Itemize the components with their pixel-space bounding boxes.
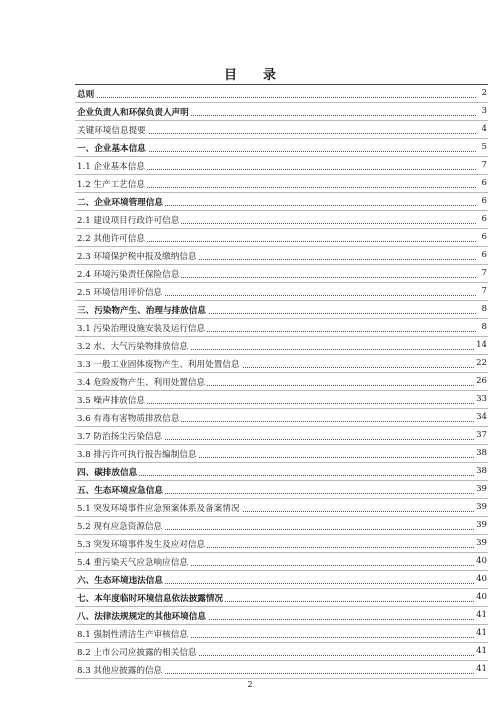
toc-entry[interactable] xyxy=(75,409,488,427)
toc-entry[interactable] xyxy=(75,391,488,409)
toc-entry-page xyxy=(480,322,487,332)
toc-title-char-2: 录 xyxy=(263,68,277,83)
toc-entry-page-text: 41 xyxy=(476,664,487,674)
toc-entry-label-text: 5.4 重污染天气应急响应信息 xyxy=(77,558,188,568)
toc-entry-label-text: 五、生态环境应急信息 xyxy=(77,486,163,496)
toc-entry-label xyxy=(77,322,207,334)
toc-entry[interactable] xyxy=(75,571,488,589)
toc-entry-page-text: 40 xyxy=(476,574,487,584)
toc-entry-page xyxy=(474,610,487,620)
toc-entry-label-text: 5.1 突发环境事件应急预案体系及备案情况 xyxy=(77,504,240,514)
toc-title-char-1: 目 xyxy=(223,68,237,83)
toc-entry-label xyxy=(77,286,164,298)
toc-entry-page-text: 34 xyxy=(476,412,487,422)
toc-entry-page-text: 6 xyxy=(481,178,487,188)
toc-entry[interactable] xyxy=(75,265,488,283)
toc-entry[interactable] xyxy=(75,589,488,607)
toc-entry-label-text: 8.2 上市公司应披露的相关信息 xyxy=(77,648,197,658)
toc-entry-page xyxy=(480,286,487,296)
toc-entry-label xyxy=(77,304,208,316)
toc-entry-page-text: 6 xyxy=(481,196,487,206)
toc-entry-label xyxy=(77,538,207,550)
toc-entry-page xyxy=(474,646,487,656)
toc-entry-label xyxy=(77,250,199,262)
toc-entry[interactable] xyxy=(75,103,488,121)
toc-entry-page xyxy=(474,628,487,638)
toc-entry-label xyxy=(77,484,165,496)
toc-entry-label xyxy=(77,412,181,424)
toc-entry-label xyxy=(77,610,208,622)
toc-entry[interactable] xyxy=(75,121,488,139)
toc-entry-page-text: 7 xyxy=(481,268,487,278)
toc-entry-page xyxy=(474,556,487,566)
toc-entry-page-text: 33 xyxy=(476,394,487,404)
toc-entry-label-text: 3.2 水、大气污染物排放信息 xyxy=(77,342,188,352)
toc-entry-label-text: 3.6 有毒有害物质排放信息 xyxy=(77,414,180,424)
toc-entry-label xyxy=(77,214,181,226)
toc-entry-page-text: 41 xyxy=(476,610,487,620)
toc-entry-label xyxy=(77,232,147,244)
toc-entry[interactable] xyxy=(75,535,488,553)
toc-entry-page xyxy=(480,124,487,134)
toc-entry-label-text: 八、法律法规规定的其他环境信息 xyxy=(77,612,206,622)
toc-entry[interactable] xyxy=(75,193,488,211)
toc-entry-page xyxy=(480,232,487,242)
toc-entry-label-text: 七、本年度临时环境信息依法披露情况 xyxy=(77,594,224,604)
toc-entry-page-text: 4 xyxy=(481,124,487,134)
toc-entry-page-text: 8 xyxy=(481,322,487,332)
toc-entry[interactable] xyxy=(75,175,488,193)
toc-entry-page xyxy=(480,106,487,116)
toc-entry-label xyxy=(77,646,199,658)
toc-entry-label-text: 3.8 排污许可执行报告编制信息 xyxy=(77,450,197,460)
toc-entry-label-text: 关键环境信息提要 xyxy=(77,126,146,136)
toc-entry[interactable] xyxy=(75,157,488,175)
toc-entry-page xyxy=(480,88,487,98)
toc-entry-page xyxy=(474,394,487,404)
toc-entry-page-text: 39 xyxy=(476,520,487,530)
toc-entry[interactable] xyxy=(75,211,488,229)
toc-entry-page-text: 39 xyxy=(476,484,487,494)
toc-entry-label-text: 一、企业基本信息 xyxy=(77,144,146,154)
toc-entry-label xyxy=(77,574,165,586)
toc-entry-page xyxy=(474,376,487,386)
toc-entry-label-text: 四、碳排放信息 xyxy=(77,468,138,478)
toc-entry[interactable] xyxy=(75,283,488,301)
toc-entry-label-text: 2.1 建设项目行政许可信息 xyxy=(77,216,180,226)
toc-entry-label-text: 企业负责人和环保负责人声明 xyxy=(77,108,189,118)
toc-entry-label-text: 8.3 其他应披露的信息 xyxy=(77,666,163,676)
toc-entry-page-text: 22 xyxy=(476,358,487,368)
toc-entry-label-text: 三、污染物产生、治理与排放信息 xyxy=(77,306,206,316)
toc-entry[interactable] xyxy=(75,247,488,265)
toc-entry-page xyxy=(480,142,487,152)
toc-entry-page-text: 26 xyxy=(476,376,487,386)
toc-entry[interactable] xyxy=(75,427,488,445)
dot-leader xyxy=(77,96,476,98)
toc-entry-label xyxy=(77,124,148,136)
toc-entry-label xyxy=(77,502,242,514)
toc-entry-label-text: 3.5 噪声排放信息 xyxy=(77,396,145,406)
toc-entry-page xyxy=(480,268,487,278)
toc-entry-page xyxy=(474,502,487,512)
toc-entry-page xyxy=(474,592,487,602)
toc-entry-label xyxy=(77,664,164,676)
toc-entry[interactable] xyxy=(75,553,488,571)
toc-entry-label xyxy=(77,268,181,280)
toc-entry-page-text: 39 xyxy=(476,538,487,548)
toc-entry-label-text: 1.2 生产工艺信息 xyxy=(77,180,145,190)
toc-entry-label-text: 3.1 污染治理设施安装及运行信息 xyxy=(77,324,206,334)
toc-entry-label-text: 3.3 一般工业固体废物产生、利用处置信息 xyxy=(77,360,240,370)
toc-entry-page-text: 38 xyxy=(476,466,487,476)
toc-entry-label xyxy=(77,142,148,154)
toc-entry-label xyxy=(77,520,164,532)
toc-entry-page-text: 7 xyxy=(481,286,487,296)
toc-entry-label xyxy=(77,592,225,604)
toc-entry-page-text: 38 xyxy=(476,448,487,458)
toc-entry-page xyxy=(480,250,487,260)
toc-entry-label-text: 8.1 强制性清洁生产审核信息 xyxy=(77,630,188,640)
toc-entry[interactable] xyxy=(75,373,488,391)
toc-entry[interactable] xyxy=(75,84,488,103)
table-of-contents xyxy=(75,84,488,679)
toc-entry-page xyxy=(474,664,487,674)
page-number: 2 xyxy=(247,680,253,689)
toc-entry-label-text: 3.4 危险废物产生、利用处置信息 xyxy=(77,378,206,388)
toc-entry[interactable] xyxy=(75,481,488,499)
toc-entry-page-text: 41 xyxy=(476,646,487,656)
toc-entry[interactable] xyxy=(75,229,488,247)
toc-entry-page-text: 6 xyxy=(481,250,487,260)
toc-entry-page xyxy=(480,214,487,224)
toc-entry-label-text: 2.2 其他许可信息 xyxy=(77,234,145,244)
toc-entry[interactable] xyxy=(75,625,488,643)
toc-entry-page-text: 6 xyxy=(481,232,487,242)
toc-entry-label xyxy=(77,628,190,640)
toc-entry-page-text: 37 xyxy=(476,430,487,440)
toc-entry-label xyxy=(77,106,191,118)
toc-entry-page xyxy=(480,160,487,170)
toc-entry-page xyxy=(474,340,487,350)
toc-entry-page-text: 41 xyxy=(476,628,487,638)
toc-entry-page xyxy=(474,430,487,440)
toc-entry-label-text: 5.2 现有应急资源信息 xyxy=(77,522,163,532)
toc-entry-page-text: 8 xyxy=(481,304,487,314)
toc-entry-page-text: 40 xyxy=(476,556,487,566)
toc-entry[interactable] xyxy=(75,517,488,535)
toc-entry-page xyxy=(474,574,487,584)
toc-entry[interactable] xyxy=(75,463,488,481)
toc-entry-page xyxy=(474,484,487,494)
toc-entry-page xyxy=(474,538,487,548)
toc-entry[interactable] xyxy=(75,139,488,157)
toc-entry[interactable] xyxy=(75,643,488,661)
toc-entry-page xyxy=(480,178,487,188)
toc-entry-label xyxy=(77,556,190,568)
toc-entry-label xyxy=(77,430,164,442)
toc-entry-page-text: 39 xyxy=(476,502,487,512)
toc-entry-page-text: 2 xyxy=(481,88,487,98)
toc-entry-page-text: 7 xyxy=(481,160,487,170)
toc-entry[interactable] xyxy=(75,337,488,355)
toc-entry-page xyxy=(474,520,487,530)
toc-entry-label-text: 1.1 企业基本信息 xyxy=(77,162,145,172)
toc-entry-label xyxy=(77,88,96,100)
toc-entry-page-text: 6 xyxy=(481,214,487,224)
toc-entry[interactable] xyxy=(75,661,488,679)
toc-entry-label-text: 六、生态环境违法信息 xyxy=(77,576,163,586)
toc-entry-label-text: 2.3 环境保护税申报及缴纳信息 xyxy=(77,252,197,262)
toc-entry-page xyxy=(474,448,487,458)
toc-entry-page xyxy=(480,196,487,206)
toc-entry-page-text: 14 xyxy=(476,340,487,350)
toc-entry-label xyxy=(77,376,207,388)
toc-entry-label xyxy=(77,196,165,208)
toc-entry-page xyxy=(474,466,487,476)
toc-entry-label-text: 5.3 突发环境事件发生及应对信息 xyxy=(77,540,206,550)
toc-entry-label xyxy=(77,160,147,172)
toc-entry-label xyxy=(77,394,147,406)
toc-entry-page xyxy=(474,412,487,422)
toc-entry[interactable] xyxy=(75,445,488,463)
toc-entry[interactable] xyxy=(75,301,488,319)
toc-entry-label xyxy=(77,340,190,352)
toc-entry-label xyxy=(77,178,147,190)
toc-entry-label-text: 2.5 环境信用评价信息 xyxy=(77,288,163,298)
toc-entry[interactable] xyxy=(75,607,488,625)
toc-entry-label xyxy=(77,466,139,478)
toc-entry-page-text: 40 xyxy=(476,592,487,602)
toc-entry-page-text: 5 xyxy=(481,142,487,152)
toc-entry[interactable] xyxy=(75,499,488,517)
toc-entry-label-text: 总则 xyxy=(77,90,95,100)
toc-entry-page xyxy=(474,358,487,368)
toc-title xyxy=(0,64,500,83)
toc-entry-label-text: 3.7 防治扬尘污染信息 xyxy=(77,432,163,442)
toc-entry-label xyxy=(77,358,242,370)
toc-entry-page xyxy=(480,304,487,314)
toc-entry-page-text: 3 xyxy=(481,106,487,116)
toc-entry-label-text: 二、企业环境管理信息 xyxy=(77,198,163,208)
toc-entry-label xyxy=(77,448,199,460)
toc-entry[interactable] xyxy=(75,355,488,373)
toc-entry[interactable] xyxy=(75,319,488,337)
toc-entry-label-text: 2.4 环境污染责任保险信息 xyxy=(77,270,180,280)
